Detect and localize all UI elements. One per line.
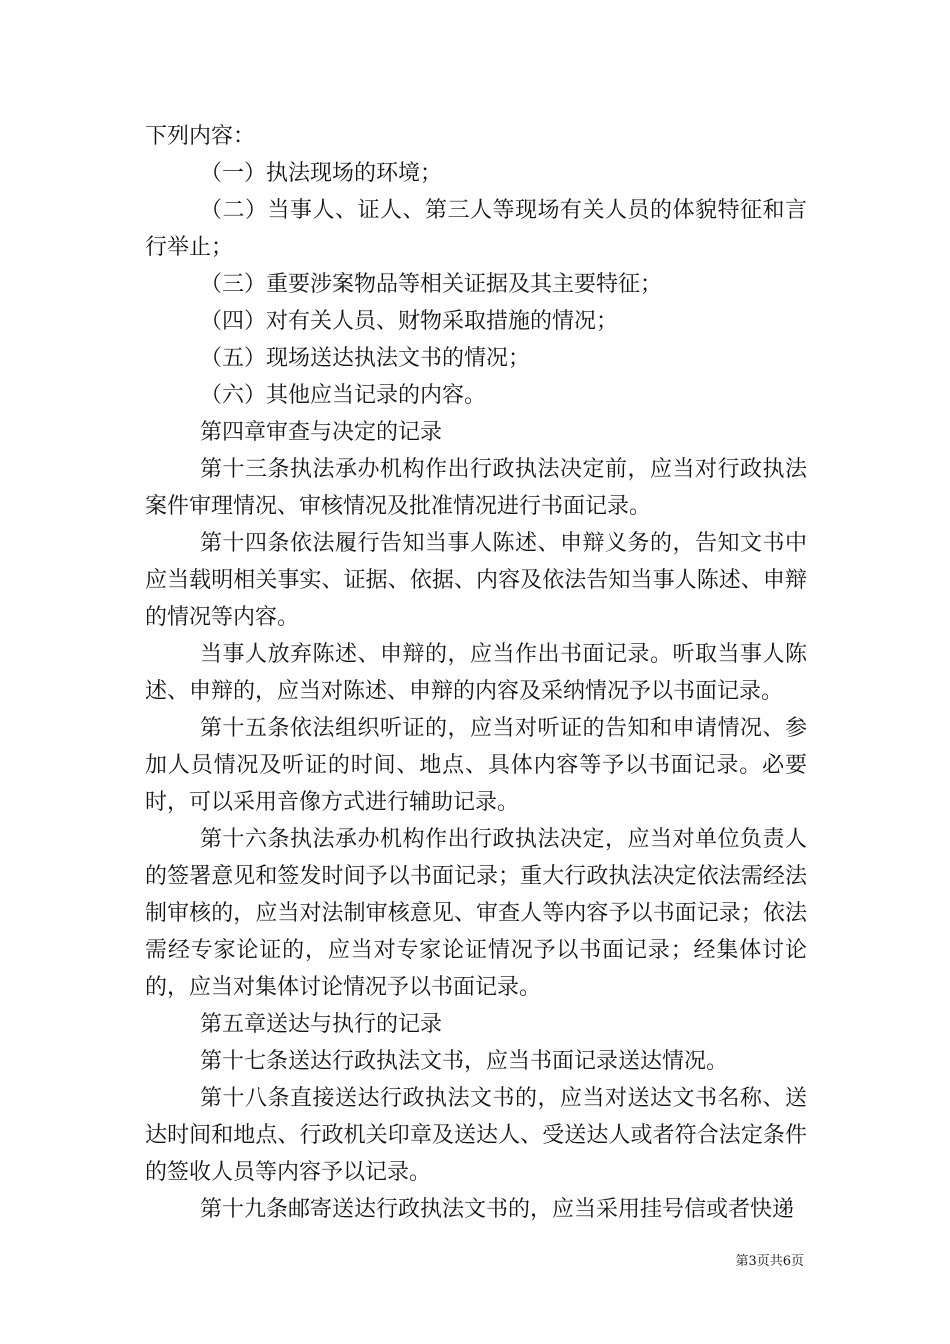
document-body: [145, 118, 807, 1228]
page-number: 第3页共6页: [735, 1254, 804, 1269]
article-17: 第十七条送达行政执法文书，应当书面记录送达情况。: [200, 1049, 729, 1074]
article-15: 第十五条依法组织听证的，应当对听证的告知和申请情况、参加人员情况及听证的时间、地点、具体内容等予以书面记录。必要时，可以采用音像方式进行辅助记录。: [145, 716, 807, 815]
list-item-3: （三）重要涉案物品等相关证据及其主要特征；: [200, 272, 663, 297]
article-14: 第十四条依法履行告知当事人陈述、申辩义务的，告知文书中应当载明相关事实、证据、依据、内容及依法告知当事人陈述、申辩的情况等内容。: [145, 531, 807, 630]
list-item-6: （六）其他应当记录的内容。: [200, 383, 487, 408]
article-14-continued: 当事人放弃陈述、申辩的，应当作出书面记录。听取当事人陈述、申辩的，应当对陈述、申辩的内容及采纳情况予以书面记录。: [145, 642, 807, 704]
article-18: 第十八条直接送达行政执法文书的，应当对送达文书名称、送达时间和地点、行政机关印章及送达人、受送达人或者符合法定条件的签收人员等内容予以记录。: [145, 1086, 807, 1185]
list-item-1: （一）执法现场的环境；: [200, 161, 443, 186]
paragraph-continuation: 下列内容：: [145, 124, 256, 149]
chapter-heading-5: 第五章送达与执行的记录: [200, 1012, 443, 1037]
list-item-2: （二）当事人、证人、第三人等现场有关人员的体貌特征和言行举止；: [145, 198, 807, 260]
article-16: 第十六条执法承办机构作出行政执法决定，应当对单位负责人的签署意见和签发时间予以书面记录；重大行政执法决定依法需经法制审核的，应当对法制审核意见、审查人等内容予以书面记录；依法需经专家论证的，应当对专家论证情况予以书面记录；经集体讨论的，应当对集体讨论情况予以书面记录。: [145, 827, 807, 1000]
article-19: 第十九条邮寄送达行政执法文书的，应当采用挂号信或者快递: [200, 1197, 795, 1222]
list-item-5: （五）现场送达执法文书的情况；: [200, 346, 531, 371]
article-13: 第十三条执法承办机构作出行政执法决定前，应当对行政执法案件审理情况、审核情况及批准情况进行书面记录。: [145, 457, 807, 519]
chapter-heading-4: 第四章审查与决定的记录: [200, 420, 443, 445]
list-item-4: （四）对有关人员、财物采取措施的情况；: [200, 309, 619, 334]
